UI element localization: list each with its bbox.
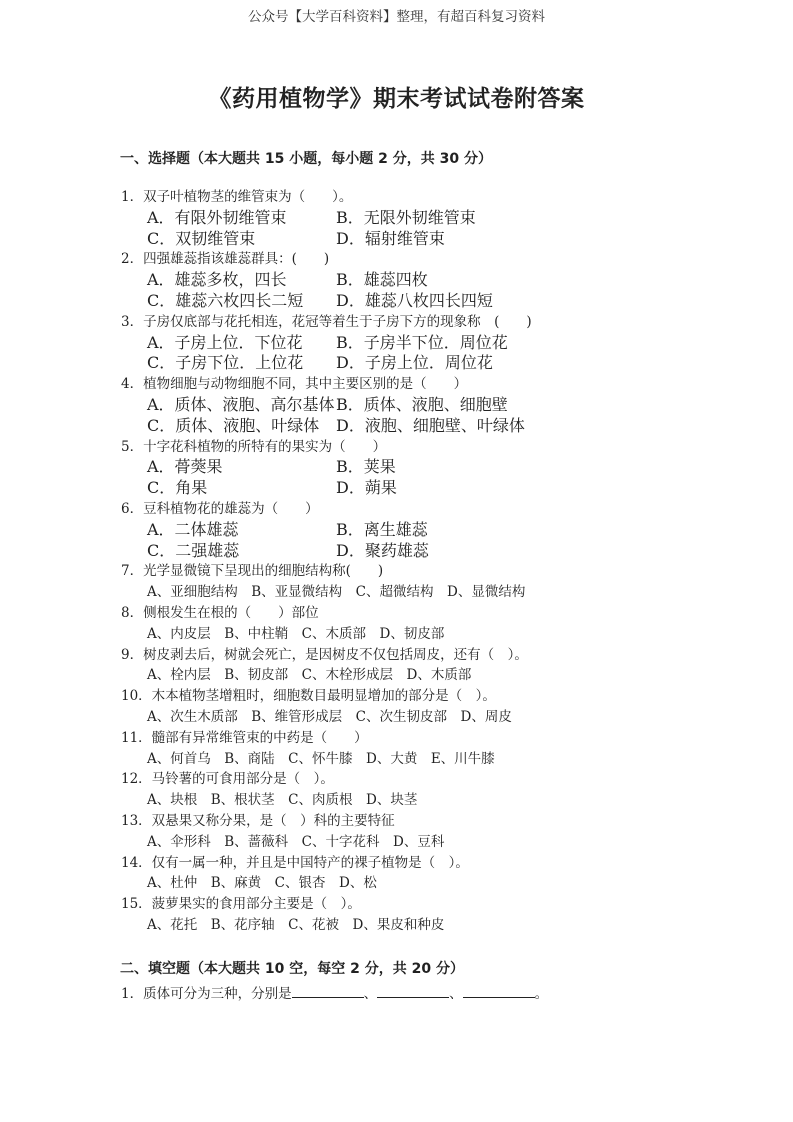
- question-list: [0, 187, 793, 936]
- question-stem: 11．髓部有异常维管束的中药是（ ）: [121, 729, 368, 746]
- option[interactable]: D．雄蕊八枚四长四短: [336, 290, 493, 310]
- question-item: [0, 603, 793, 645]
- question-item: [0, 187, 793, 249]
- option-row: [0, 416, 793, 437]
- option[interactable]: B．无限外韧维管束: [336, 207, 476, 227]
- question-stem: 4．植物细胞与动物细胞不同，其中主要区别的是（ ）: [121, 376, 468, 393]
- option-row: [0, 541, 793, 562]
- option-line[interactable]: A、花托 B、花序轴 C、花被 D、果皮和种皮: [147, 916, 445, 933]
- sentence-end: 。: [534, 986, 549, 1002]
- question-stem: 5．十字花科植物的所特有的果实为（ ）: [121, 438, 387, 455]
- option[interactable]: D．辐射维管束: [336, 228, 445, 248]
- question-item: [0, 374, 793, 436]
- option[interactable]: D．液胞、细胞壁、叶绿体: [336, 415, 525, 435]
- option[interactable]: C．雄蕊六枚四长二短: [147, 290, 304, 310]
- question-stem: 8．侧根发生在根的（ ）部位: [121, 604, 319, 621]
- option[interactable]: B．质体、液胞、细胞壁: [336, 394, 508, 414]
- fill-question-text: 1．质体可分为三种，分别是: [121, 986, 292, 1002]
- question-item: [0, 769, 793, 811]
- question-item: [0, 561, 793, 603]
- option-line[interactable]: A、内皮层 B、中柱鞘 C、木质部 D、韧皮部: [147, 625, 445, 642]
- question-stem: 9．树皮剥去后，树就会死亡，是因树皮不仅包括周皮，还有（ ）。: [121, 646, 528, 663]
- option-row: [0, 395, 793, 416]
- page-title: 《药用植物学》期末考试试卷附答案: [208, 86, 585, 112]
- answer-blank[interactable]: [463, 985, 535, 998]
- section-heading-choice: 一、选择题（本大题共 15 小题，每小题 2 分，共 30 分）: [120, 151, 492, 167]
- option-row: [0, 353, 793, 374]
- option[interactable]: A．有限外韧维管束: [147, 207, 287, 227]
- option[interactable]: D．子房上位．周位花: [336, 353, 493, 373]
- option-row: [0, 208, 793, 229]
- option-line[interactable]: A、次生木质部 B、维管形成层 C、次生韧皮部 D、周皮: [147, 708, 512, 725]
- option-row: [0, 270, 793, 291]
- option[interactable]: A．二体雄蕊: [147, 519, 239, 539]
- answer-blank[interactable]: [292, 985, 364, 998]
- option[interactable]: C．质体、液胞、叶绿体: [147, 415, 320, 435]
- question-stem: 7．光学显微镜下呈现出的细胞结构称( ): [121, 563, 384, 580]
- option-row: [0, 457, 793, 478]
- question-stem: 13．双悬果又称分果，是（ ）科的主要特征: [121, 812, 395, 829]
- question-item: [0, 853, 793, 895]
- question-stem: 15．菠萝果实的食用部分主要是（ ）。: [121, 896, 361, 913]
- question-item: [0, 437, 793, 499]
- option-line[interactable]: A、栓内层 B、韧皮部 C、木栓形成层 D、木质部: [147, 667, 472, 684]
- option[interactable]: A．子房上位．下位花: [147, 332, 303, 352]
- fill-question-1: [121, 984, 548, 1005]
- option-line[interactable]: A、块根 B、根状茎 C、肉质根 D、块茎: [147, 792, 418, 809]
- option-line[interactable]: A、伞形科 B、蔷薇科 C、十字花科 D、豆科: [147, 833, 445, 850]
- option[interactable]: C．二强雄蕊: [147, 540, 240, 560]
- option-row: [0, 229, 793, 250]
- question-stem: 10．木本植物茎增粗时，细胞数目最明显增加的部分是（ ）。: [121, 688, 496, 705]
- option[interactable]: C．角果: [147, 478, 208, 498]
- question-stem: 14．仅有一属一种，并且是中国特产的裸子植物是（ ）。: [121, 854, 469, 871]
- question-item: [0, 686, 793, 728]
- question-item: [0, 645, 793, 687]
- option-row: [0, 478, 793, 499]
- option[interactable]: B．离生雄蕊: [336, 519, 428, 539]
- question-stem: 12．马铃薯的可食用部分是（ ）。: [121, 771, 334, 788]
- option-row: [0, 291, 793, 312]
- question-item: [0, 728, 793, 770]
- question-item: [0, 312, 793, 374]
- question-item: [0, 499, 793, 561]
- option[interactable]: B．子房半下位．周位花: [336, 332, 508, 352]
- option[interactable]: A．质体、液胞、高尔基体: [147, 394, 335, 414]
- question-stem: 6．豆科植物花的雄蕊为（ ）: [121, 500, 319, 517]
- question-item: [0, 894, 793, 936]
- question-stem: 3．子房仅底部与花托相连，花冠等着生于子房下方的现象称 ( ): [121, 313, 532, 330]
- header-note: 公众号【大学百科资料】整理，有超百科复习资料: [248, 9, 545, 25]
- option-row: [0, 333, 793, 354]
- option[interactable]: B．雄蕊四枚: [336, 270, 428, 290]
- option[interactable]: A．蓇葖果: [147, 457, 223, 477]
- option-line[interactable]: A、何首乌 B、商陆 C、怀牛膝 D、大黄 E、川牛膝: [147, 750, 495, 767]
- option[interactable]: D．聚药雄蕊: [336, 540, 429, 560]
- option-line[interactable]: A、杜仲 B、麻黄 C、银杏 D、松: [147, 875, 377, 892]
- option[interactable]: D．蒴果: [336, 478, 397, 498]
- option[interactable]: C．子房下位．上位花: [147, 353, 304, 373]
- option-row: [0, 520, 793, 541]
- option[interactable]: C．双韧维管束: [147, 228, 256, 248]
- question-item: [0, 811, 793, 853]
- question-stem: 2．四强雄蕊指该雄蕊群具：( ): [121, 251, 330, 268]
- separator: 、: [449, 986, 463, 1002]
- separator: 、: [363, 986, 378, 1002]
- question-stem: 1．双子叶植物茎的维管束为（ ）。: [121, 189, 353, 205]
- answer-blank[interactable]: [377, 985, 449, 998]
- option[interactable]: A．雄蕊多枚，四长: [147, 270, 287, 290]
- option-line[interactable]: A、亚细胞结构 B、亚显微结构 C、超微结构 D、显微结构: [147, 584, 526, 601]
- option[interactable]: B．荚果: [336, 457, 396, 477]
- section-heading-fill: 二、填空题（本大题共 10 空，每空 2 分，共 20 分）: [120, 961, 464, 977]
- question-item: [0, 249, 793, 311]
